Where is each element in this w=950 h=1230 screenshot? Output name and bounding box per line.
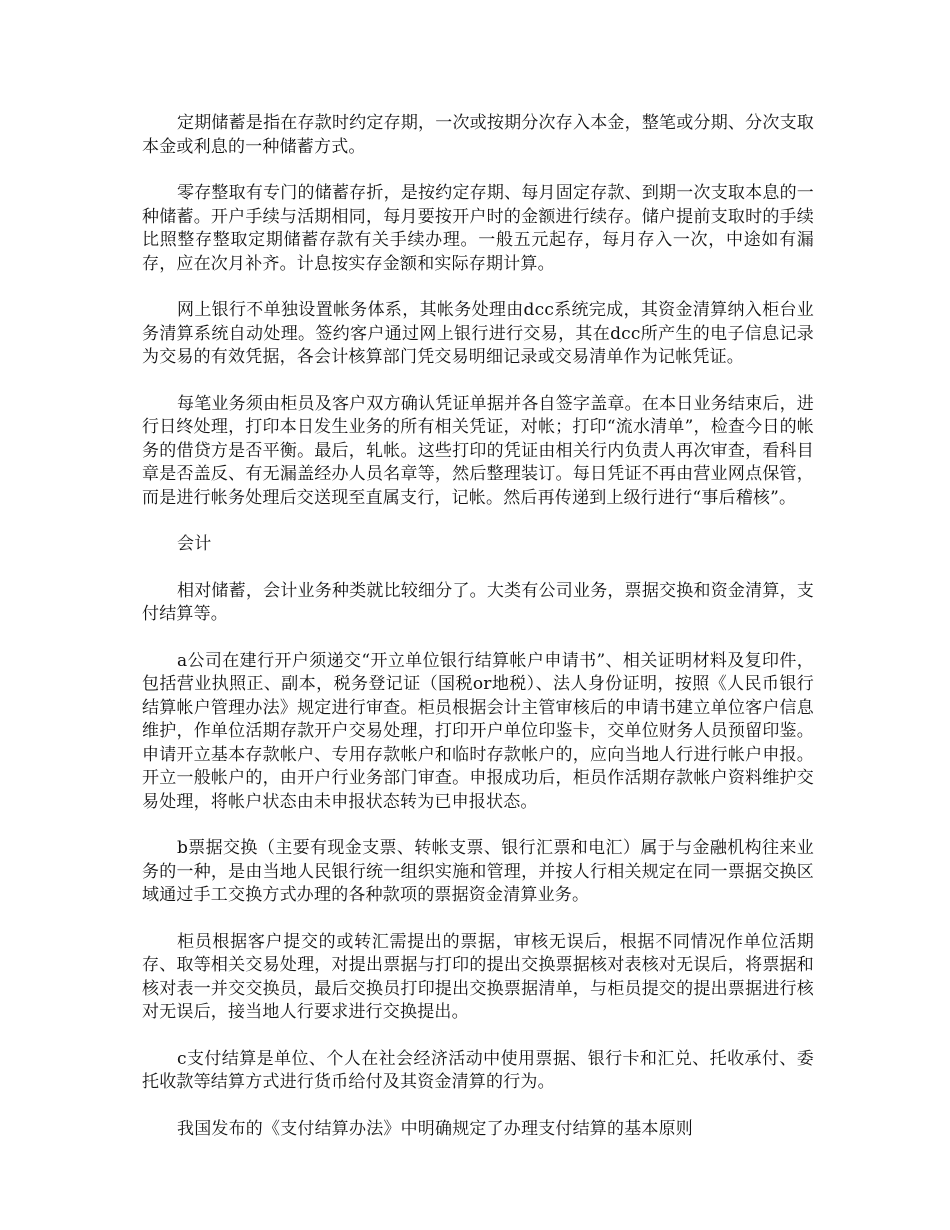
- paragraph-accounting-overview: 相对储蓄，会计业务种类就比较细分了。大类有公司业务，票据交换和资金清算，支付结算等。: [142, 580, 814, 624]
- paragraph-daily-settlement: 每笔业务须由柜员及客户双方确认凭证单据并各自签字盖章。在本日业务结束后，进行日终处理，打印本日发生业务的所有相关凭证，对帐；打印“流水清单”，检查今日的帐务的借贷方是否平衡。最后，轧帐。这些打印的凭证由相关行内负责人再次审查，看科目章是否盖反、有无漏盖经办人员名章等，然后整理装订。每日凭证不再由营业网点保管，而是进行帐务处理后交送现至直属支行，记帐。然后再传递到上级行进行“事后稽核”。: [142, 393, 814, 508]
- document-body: [142, 112, 814, 1164]
- paragraph-settlement-rules: 我国发布的《支付结算办法》中明确规定了办理支付结算的基本原则: [177, 1118, 693, 1139]
- paragraph-teller-bills: 柜员根据客户提交的或转汇需提出的票据，审核无误后，根据不同情况作单位活期存、取等相关交易处理，对提出票据与打印的提出交换票据核对表核对无误后，将票据和核对表一并交交换员，最后交换员打印提出交换票据清单，与柜员提交的提出票据进行核对无误后，接当地人行要求进行交换提出。: [142, 931, 814, 1022]
- paragraph-online-banking: 网上银行不单独设置帐务体系，其帐务处理由dcc系统完成，其资金清算纳入柜台业务清算系统自动处理。签约客户通过网上银行进行交易，其在dcc所产生的电子信息记录为交易的有效凭据，各会计核算部门凭交易明细记录或交易清单作为记帐凭证。: [142, 300, 814, 367]
- paragraph-fixed-deposit: 定期储蓄是指在存款时约定存期，一次或按期分次存入本金，整笔或分期、分次支取本金或利息的一种储蓄方式。: [142, 113, 814, 157]
- section-heading-accounting: 会计: [177, 534, 212, 554]
- paragraph-bill-exchange: b票据交换（主要有现金支票、转帐支票、银行汇票和电汇）属于与金融机构往来业务的一种，是由当地人民银行统一组织实施和管理，并按人行相关规定在同一票据交换区域通过手工交换方式办理的各种款项的票据资金清算业务。: [142, 838, 814, 905]
- paragraph-installment-deposit: 零存整取有专门的储蓄存折，是按约定存期、每月固定存款、到期一次支取本息的一种储蓄。开户手续与活期相同，每月要按开户时的金额进行续存。储户提前支取时的手续比照整存整取定期储蓄存款有关手续办理。一般五元起存，每月存入一次，中途如有漏存，应在次月补齐。计息按实存金额和实际存期计算。: [142, 183, 814, 274]
- paragraph-company-account: a公司在建行开户须递交“开立单位银行结算帐户申请书”、相关证明材料及复印件，包括营业执照正、副本，税务登记证（国税or地税）、法人身份证明，按照《人民币银行结算帐户管理办法》规定进行审查。柜员根据会计主管审核后的申请书建立单位客户信息维护，作单位活期存款开户交易处理，打印开户单位印鉴卡，交单位财务人员预留印鉴。申请开立基本存款帐户、专用存款帐户和临时存款帐户的，应向当地人行进行帐户申报。开立一般帐户的，由开户行业务部门审查。申报成功后，柜员作活期存款帐户资料维护交易处理，将帐户状态由未申报状态转为已申报状态。: [142, 650, 814, 812]
- paragraph-payment-settlement: c支付结算是单位、个人在社会经济活动中使用票据、银行卡和汇兑、托收承付、委托收款等结算方式进行货币给付及其资金清算的行为。: [142, 1048, 814, 1092]
